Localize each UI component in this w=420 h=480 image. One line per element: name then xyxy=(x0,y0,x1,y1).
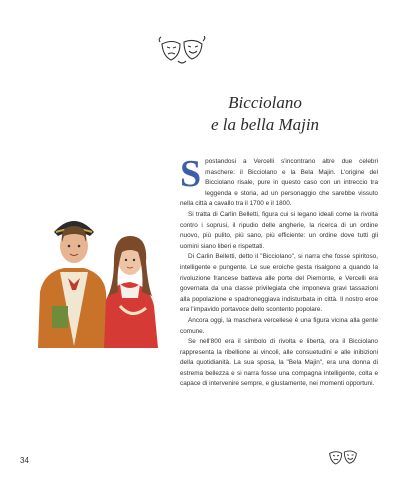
paragraph-text: postandosi a Vercelli s'incontrano altre due celebri maschere: il Bicciolano e la Bela Majin. L'origine del Bicciolano risale, pure in questo caso con un intreccio tra leggenda e storia, ad un personaggio che sarebbe vissuto nella città a cavallo tra il 1700 e il 1800. xyxy=(180,158,378,208)
article-title xyxy=(190,92,340,136)
paragraph: Di Carlin Belletti, detto il "Bicciolano", si narra che fosse spiritoso, intelligente e pungente. Le sue eroiche gesta risalgono a quando la rivoluzione francese batteva alle porte del Piemonte, e Vercelli era governata da una classe privilegiata che imponeva gravi tassazioni alla popolazione e spadroneggiava indisturbata in città. Il nostro eroe era l'impavido portavoce dello scontento popolare. xyxy=(180,253,378,314)
paragraph xyxy=(180,153,378,210)
paragraph: Si tratta di Carlin Belletti, figura cui si legano ideali come la rivolta contro i soprusi, il ripudio delle angherie, la ricerca di un ordine nuovo, più pulito, più sano, più efficiente: un ordine dove tutti gli uomini siano liberi e rispettati. xyxy=(180,210,378,250)
title-line-1: Bicciolano xyxy=(228,93,302,112)
dropcap: S xyxy=(180,153,202,195)
carnival-couple-photo xyxy=(34,196,160,348)
page-number: 34 xyxy=(20,456,29,465)
article-body xyxy=(180,153,378,390)
theatre-masks-icon xyxy=(326,448,360,468)
paragraph: Ancora oggi, la maschera vercellese è una figura vicina alla gente comune. xyxy=(180,316,378,335)
theatre-masks-icon xyxy=(158,36,206,66)
title-line-2: e la bella Majin xyxy=(210,115,320,134)
paragraph: Se nell'800 era il simbolo di rivolta e libertà, ora il Bicciolano rappresenta la ribellione ai vincoli, alle consuetudini e alle inibizioni della quotidianità. La sua sposa, la "Bela Majin", era una donna di estrema bellezza e si narra fosse una compagna intelligente, colta e capace di intervenire sempre, e giustamente, nei momenti opportuni. xyxy=(180,338,378,388)
